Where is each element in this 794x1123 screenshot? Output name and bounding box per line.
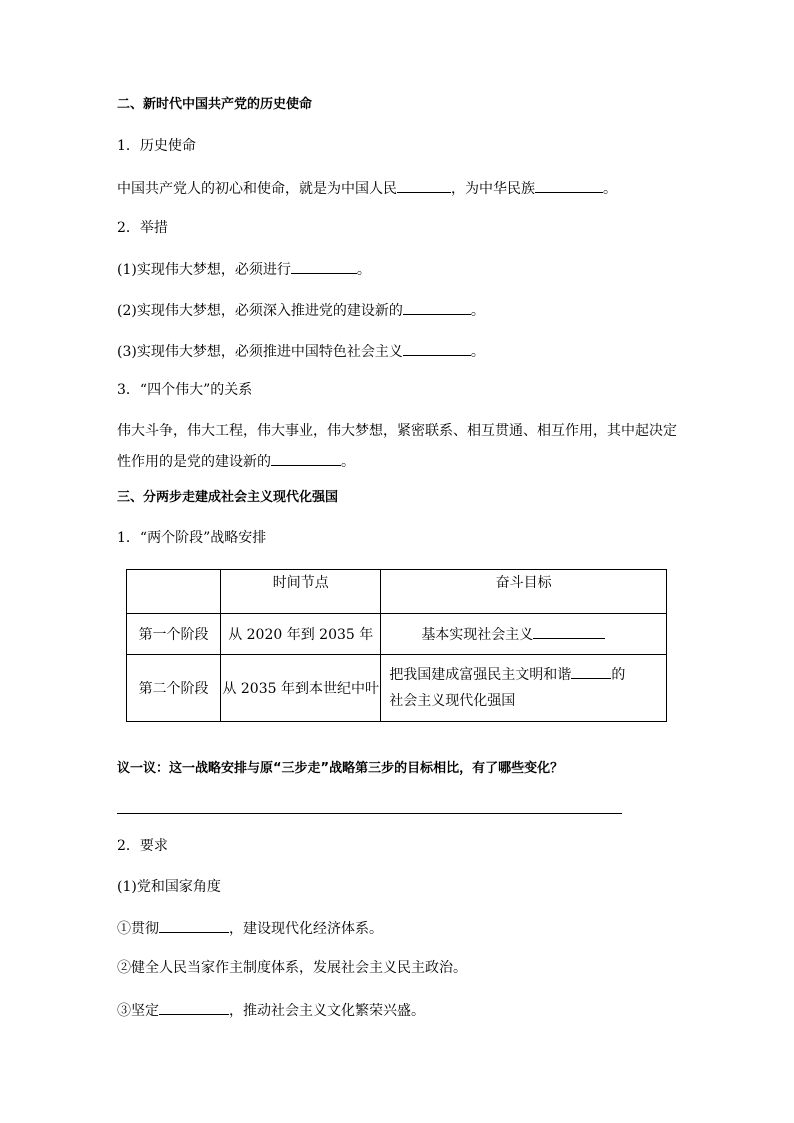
text: ，推动社会主义文化繁荣兴盛。	[229, 1003, 425, 1019]
measure-3	[117, 341, 485, 361]
table-cell	[381, 614, 667, 655]
table-row	[127, 614, 667, 655]
paragraph-four-greats-line2	[117, 451, 355, 471]
text: 基本实现社会主义	[421, 627, 534, 643]
item-title-requirements: 2．要求	[117, 838, 168, 854]
section-heading-two-steps: 三、分两步走建成社会主义现代化强国	[117, 490, 339, 505]
fill-blank[interactable]	[397, 178, 451, 193]
text: 把我国建成富强民主文明和谐	[389, 667, 572, 683]
fill-blank[interactable]	[571, 664, 611, 679]
fill-blank[interactable]	[271, 451, 341, 466]
paragraph-four-greats-line1: 伟大斗争，伟大工程，伟大事业，伟大梦想，紧密联系、相互贯通、相互作用，其中起决定	[117, 423, 677, 439]
text: 。	[341, 454, 355, 470]
paragraph-mission	[117, 178, 617, 198]
discussion-prompt: 议一议：这一战略安排与原“三步走”战略第三步的目标相比，有了哪些变化？	[117, 761, 564, 776]
text: ①贯彻	[117, 921, 159, 937]
fill-blank[interactable]	[535, 178, 603, 193]
sub-title-party-state: (1)党和国家角度	[117, 879, 221, 895]
requirement-2: ②健全人民当家作主制度体系，发展社会主义民主政治。	[117, 960, 467, 976]
fill-blank[interactable]	[291, 259, 357, 274]
table-header-row	[127, 570, 667, 614]
fill-blank[interactable]	[403, 341, 471, 356]
text: 的	[611, 667, 626, 683]
fill-blank[interactable]	[403, 300, 471, 315]
answer-line[interactable]	[117, 813, 622, 814]
table-cell: 从 2035 年到本世纪中叶	[221, 655, 381, 722]
text: ，建设现代化经济体系。	[229, 921, 383, 937]
table-row	[127, 655, 667, 722]
text: (2)实现伟大梦想，必须深入推进党的建设新的	[117, 303, 403, 319]
text: 。	[470, 344, 485, 360]
text: ，为中华民族	[451, 181, 535, 197]
item-title-measures: 2．举措	[117, 220, 168, 236]
measure-1	[117, 259, 371, 279]
text: 中国共产党人的初心和使命，就是为中国人民	[117, 181, 397, 197]
requirement-1	[117, 918, 383, 938]
text: 社会主义现代化强国	[389, 693, 516, 709]
text: (1)实现伟大梦想，必须进行	[117, 262, 291, 278]
table-cell	[381, 655, 667, 722]
table-header-cell: 时间节点	[221, 570, 381, 614]
text: 。	[356, 262, 371, 278]
strategy-table	[126, 569, 667, 722]
text: 性作用的是党的建设新的	[117, 454, 271, 470]
table-cell: 从 2020 年到 2035 年	[221, 614, 381, 655]
text: ③坚定	[117, 1003, 159, 1019]
item-title-four-greats: 3．“四个伟大”的关系	[117, 382, 253, 398]
fill-blank[interactable]	[159, 918, 229, 933]
text: 。	[603, 181, 617, 197]
table-header-cell: 奋斗目标	[381, 570, 667, 614]
measure-2	[117, 300, 485, 320]
text: 。	[470, 303, 485, 319]
table-cell: 第二个阶段	[127, 655, 221, 722]
requirement-3	[117, 1000, 425, 1020]
table-header-cell	[127, 570, 221, 614]
item-title-historic-mission: 1．历史使命	[117, 138, 196, 154]
table-cell: 第一个阶段	[127, 614, 221, 655]
fill-blank[interactable]	[159, 1000, 229, 1015]
section-heading-mission: 二、新时代中国共产党的历史使命	[117, 97, 313, 112]
fill-blank[interactable]	[533, 624, 605, 639]
item-title-two-stages: 1．“两个阶段”战略安排	[117, 530, 267, 546]
text: (3)实现伟大梦想，必须推进中国特色社会主义	[117, 344, 403, 360]
